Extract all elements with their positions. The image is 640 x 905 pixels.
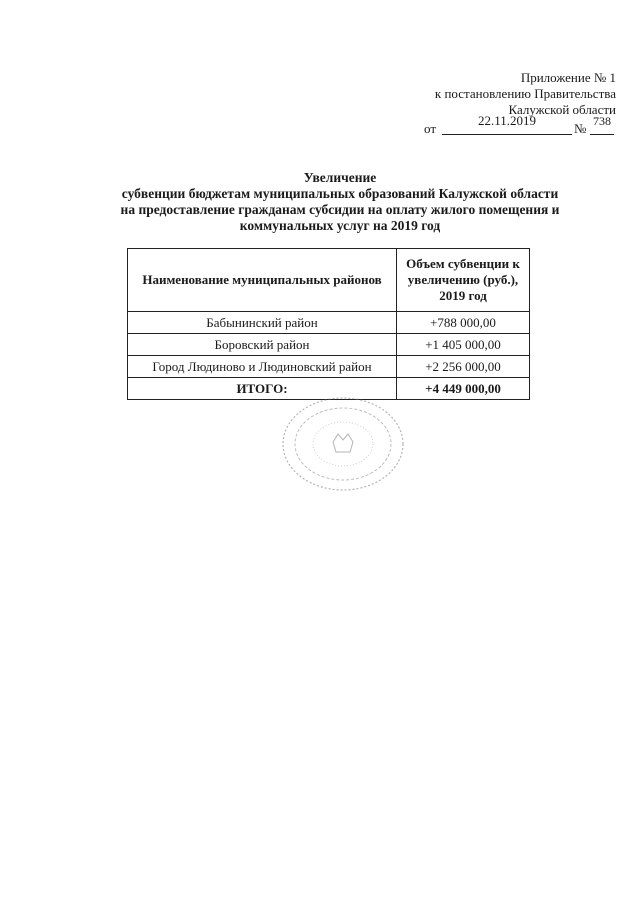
date-field [442, 113, 572, 135]
number-field [590, 114, 614, 135]
district-name: Боровский район [128, 334, 397, 356]
number-label: № [574, 121, 587, 136]
district-amount: +788 000,00 [397, 312, 530, 334]
title-line-2: субвенции бюджетам муниципальных образований Калужской области [121, 186, 559, 201]
table-row [128, 334, 530, 356]
date-value: 22.11.2019 [477, 113, 537, 128]
table-row [128, 312, 530, 334]
official-seal [278, 394, 408, 494]
date-number-line [424, 113, 614, 136]
title-line-4: коммунальных услуг на 2019 год [239, 218, 441, 233]
appendix-title: Приложение № 1 [520, 70, 616, 85]
subvention-table [127, 248, 530, 400]
header-district: Наименование муниципальных районов [128, 249, 397, 312]
district-name: Бабынинский район [128, 312, 397, 334]
district-name: Город Людиново и Людиновский район [128, 356, 397, 378]
appendix-region: Калужской области [508, 102, 616, 117]
total-label: ИТОГО: [128, 378, 397, 400]
appendix-resolution: к постановлению Правительства [434, 86, 616, 101]
header-amount: Объем субвенции к увеличению (руб.), 2019 год [397, 249, 530, 312]
total-amount: +4 449 000,00 [397, 378, 530, 400]
district-amount: +1 405 000,00 [397, 334, 530, 356]
appendix-block [435, 70, 616, 118]
document-title [100, 170, 580, 234]
title-line-1: Увеличение [303, 170, 377, 185]
title-line-3: на предоставление гражданам субсидии на оплату жилого помещения и [120, 202, 560, 217]
number-value: 738 [593, 114, 611, 128]
from-label: от [424, 121, 437, 136]
table-row [128, 356, 530, 378]
table-header-row [128, 249, 530, 312]
district-amount: +2 256 000,00 [397, 356, 530, 378]
